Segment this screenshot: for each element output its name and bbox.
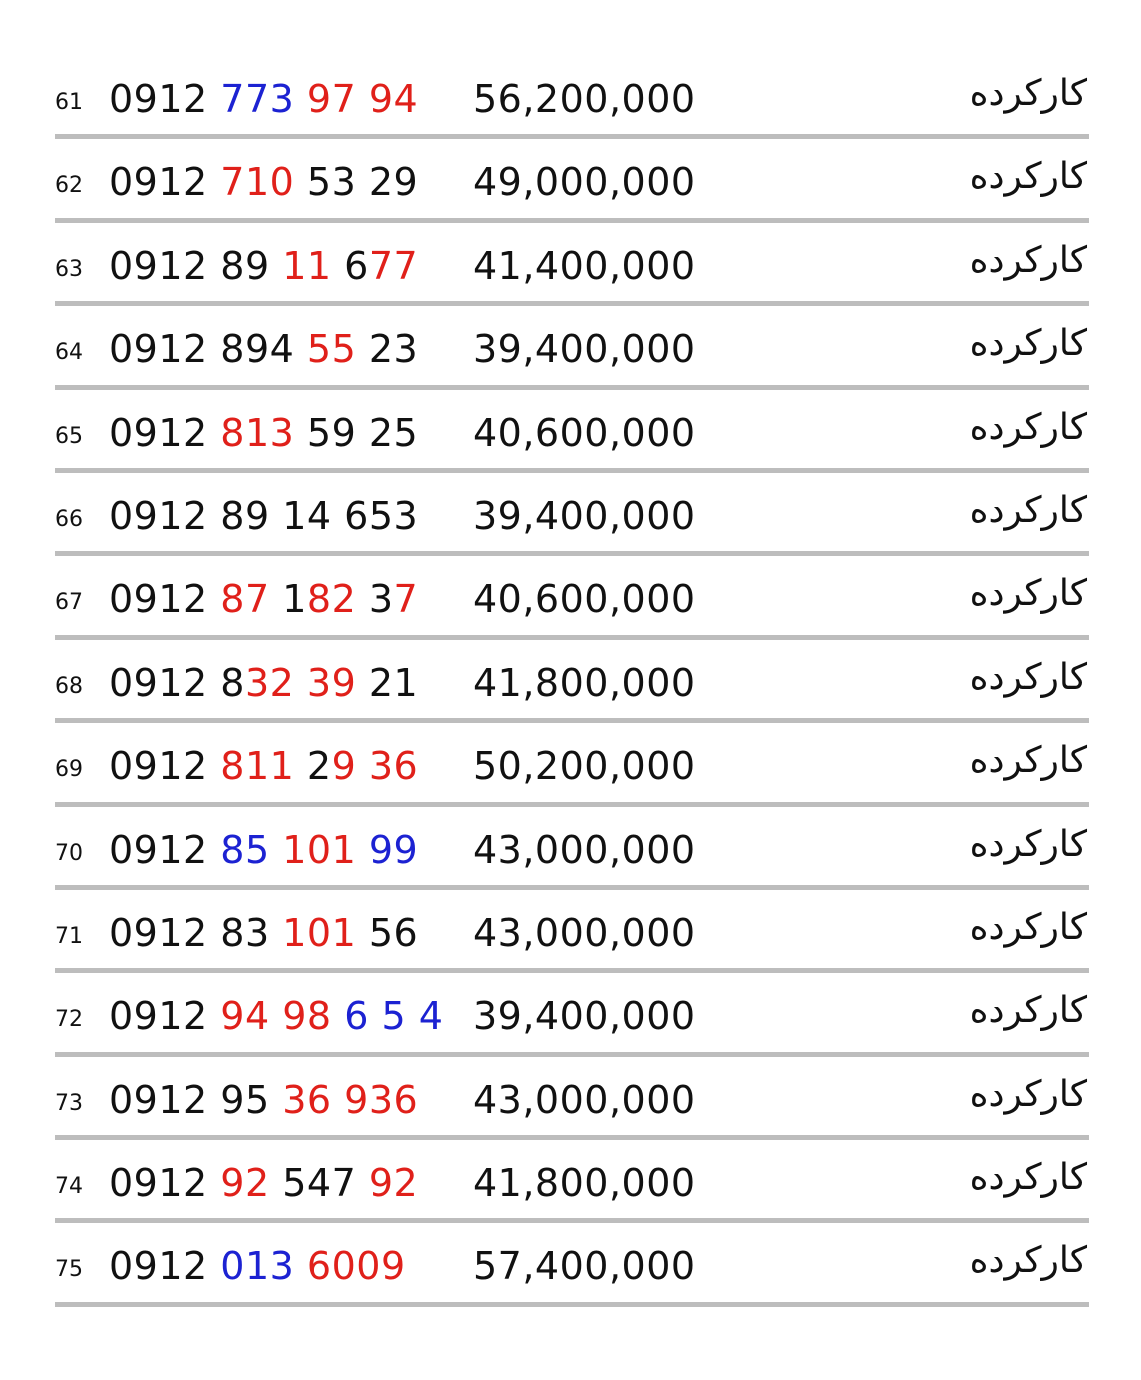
phone-digit-group: 59 25 [294, 410, 419, 455]
price: 57,400,000 [473, 1244, 696, 1289]
phone-digit-group: 0912 89 14 653 [109, 493, 419, 538]
phone-digit-group [369, 994, 382, 1038]
phone-number [109, 1244, 406, 1289]
phone-digit-group: 36 [368, 744, 419, 789]
phone-digit-group: 0912 [109, 577, 221, 622]
row-index: 68 [55, 673, 83, 699]
phone-digit-group: 0912 95 [109, 1077, 283, 1122]
phone-digit-group: 0912 [109, 744, 221, 789]
status-label: کارکرده [969, 656, 1087, 698]
phone-number [109, 160, 419, 205]
list-item [55, 556, 1089, 639]
phone-digit-group: 98 [282, 994, 332, 1039]
phone-digit-group: 0912 8 [109, 660, 245, 705]
phone-digit-group: 547 [269, 1161, 369, 1206]
phone-number [109, 827, 419, 872]
status-label: کارکرده [969, 1073, 1087, 1115]
phone-digit-group: 87 [220, 577, 270, 622]
status-label: کارکرده [969, 573, 1087, 615]
phone-number [109, 994, 444, 1039]
phone-digit-group: 936 [344, 1077, 419, 1122]
phone-digit-group: 0912 [109, 827, 221, 872]
status-label: کارکرده [969, 823, 1087, 865]
phone-number [109, 77, 419, 121]
phone-digit-group [406, 994, 419, 1038]
list-item [55, 1223, 1089, 1306]
row-index: 63 [55, 256, 83, 282]
phone-digit-group: 85 [220, 827, 270, 872]
status-label: کارکرده [969, 239, 1087, 281]
phone-digit-group [356, 828, 369, 872]
phone-digit-group: 013 [220, 1244, 295, 1289]
phone-digit-group: 0912 [109, 1161, 221, 1206]
row-index: 70 [55, 840, 83, 866]
phone-number [109, 243, 419, 288]
row-index: 61 [55, 90, 83, 115]
phone-digit-group: 77 [368, 243, 419, 288]
list-item [55, 723, 1089, 806]
phone-digit-group: 97 [306, 77, 357, 121]
phone-digit-group [270, 828, 283, 872]
phone-digit-group: 811 [220, 744, 295, 789]
status-label: کارکرده [969, 1157, 1087, 1199]
phone-digit-group: 4 [418, 994, 444, 1039]
phone-digit-group: 813 [220, 410, 295, 455]
phone-digit-group: 39 [306, 660, 357, 705]
price: 49,000,000 [473, 160, 696, 205]
row-index: 74 [55, 1174, 83, 1200]
price: 39,400,000 [473, 327, 696, 372]
row-index: 75 [55, 1257, 83, 1283]
status-label: کارکرده [969, 990, 1087, 1032]
phone-digit-group [332, 994, 345, 1038]
price: 43,000,000 [473, 910, 696, 955]
price: 39,400,000 [473, 994, 696, 1039]
list-item [55, 1140, 1089, 1223]
phone-digit-group: 0912 [109, 410, 221, 455]
row-index: 69 [55, 757, 83, 783]
status-label: کارکرده [969, 740, 1087, 782]
status-label: کارکرده [969, 73, 1087, 114]
row-index: 65 [55, 423, 83, 449]
row-index: 73 [55, 1090, 83, 1116]
price: 41,400,000 [473, 243, 696, 288]
phone-number [109, 327, 419, 372]
phone-digit-group: 32 [244, 660, 295, 705]
phone-digit-group: 56 [356, 910, 419, 955]
phone-digit-group: 0912 83 [109, 910, 283, 955]
price: 43,000,000 [473, 827, 696, 872]
price: 40,600,000 [473, 410, 696, 455]
list-item [55, 473, 1089, 556]
phone-digit-group: 92 [368, 1161, 419, 1206]
phone-number [109, 910, 419, 955]
phone-digit-group: 5 [381, 994, 407, 1039]
list-item [55, 890, 1089, 973]
phone-digit-group: 53 29 [294, 160, 419, 205]
phone-digit-group [356, 744, 369, 788]
phone-digit-group: 3 [356, 577, 394, 622]
phone-number [109, 493, 419, 538]
phone-number [109, 660, 419, 705]
phone-digit-group: 92 [220, 1161, 270, 1206]
list-item [55, 807, 1089, 890]
row-index: 71 [55, 923, 83, 949]
price: 43,000,000 [473, 1077, 696, 1122]
price: 39,400,000 [473, 493, 696, 538]
phone-number [109, 410, 419, 455]
phone-digit-group [294, 77, 307, 121]
list-item [55, 640, 1089, 723]
status-label: کارکرده [969, 906, 1087, 948]
phone-digit-group: 0912 [109, 160, 221, 205]
phone-digit-group: 6009 [306, 1244, 406, 1289]
phone-digit-group: 99 [368, 827, 419, 872]
phone-digit-group: 710 [220, 160, 295, 205]
list-item [55, 306, 1089, 389]
status-label: کارکرده [969, 489, 1087, 531]
list-item [55, 1057, 1089, 1140]
row-index: 72 [55, 1007, 83, 1033]
phone-number [109, 744, 419, 789]
status-label: کارکرده [969, 1240, 1087, 1282]
phone-digit-group: 36 [282, 1077, 332, 1122]
row-index: 62 [55, 173, 83, 199]
phone-digit-group: 82 [306, 577, 357, 622]
phone-digit-group [332, 1078, 345, 1122]
phone-digit-group: 6 [344, 994, 369, 1039]
phone-digit-group: 7 [393, 577, 419, 622]
phone-digit-group: 6 [331, 243, 369, 288]
list-item [55, 56, 1089, 139]
phone-digit-group: 0912 [109, 1244, 221, 1289]
phone-digit-group: 21 [356, 660, 419, 705]
status-label: کارکرده [969, 323, 1087, 365]
phone-number [109, 577, 419, 622]
price: 41,800,000 [473, 660, 696, 705]
phone-digit-group: 55 [306, 327, 357, 372]
phone-digit-group: 94 [220, 994, 270, 1039]
price: 41,800,000 [473, 1161, 696, 1206]
phone-digit-group: 773 [220, 77, 295, 121]
phone-digit-group: 0912 [109, 77, 221, 121]
row-index: 64 [55, 340, 83, 366]
phone-digit-group [294, 1244, 307, 1288]
list-item [55, 223, 1089, 306]
list-item [55, 973, 1089, 1056]
list-item [55, 390, 1089, 473]
phone-number-list [55, 56, 1089, 1307]
phone-digit-group [356, 77, 369, 121]
phone-digit-group [294, 661, 307, 705]
phone-digit-group: 0912 894 [109, 327, 307, 372]
phone-digit-group: 23 [356, 327, 419, 372]
phone-number [109, 1161, 419, 1206]
price: 40,600,000 [473, 577, 696, 622]
status-label: کارکرده [969, 156, 1087, 198]
phone-digit-group: 0912 [109, 994, 221, 1039]
list-item [55, 139, 1089, 222]
row-index: 66 [55, 506, 83, 532]
phone-digit-group: 11 [282, 243, 332, 288]
phone-number [109, 1077, 419, 1122]
price: 56,200,000 [473, 77, 696, 121]
price: 50,200,000 [473, 744, 696, 789]
row-index: 67 [55, 590, 83, 616]
phone-digit-group [270, 994, 283, 1038]
phone-digit-group: 0912 89 [109, 243, 283, 288]
status-label: کارکرده [969, 406, 1087, 448]
phone-digit-group: 94 [368, 77, 419, 121]
phone-digit-group: 9 [331, 744, 357, 789]
phone-digit-group: 101 [282, 827, 357, 872]
phone-digit-group: 1 [269, 577, 307, 622]
phone-digit-group: 2 [294, 744, 332, 789]
phone-digit-group: 101 [282, 910, 357, 955]
